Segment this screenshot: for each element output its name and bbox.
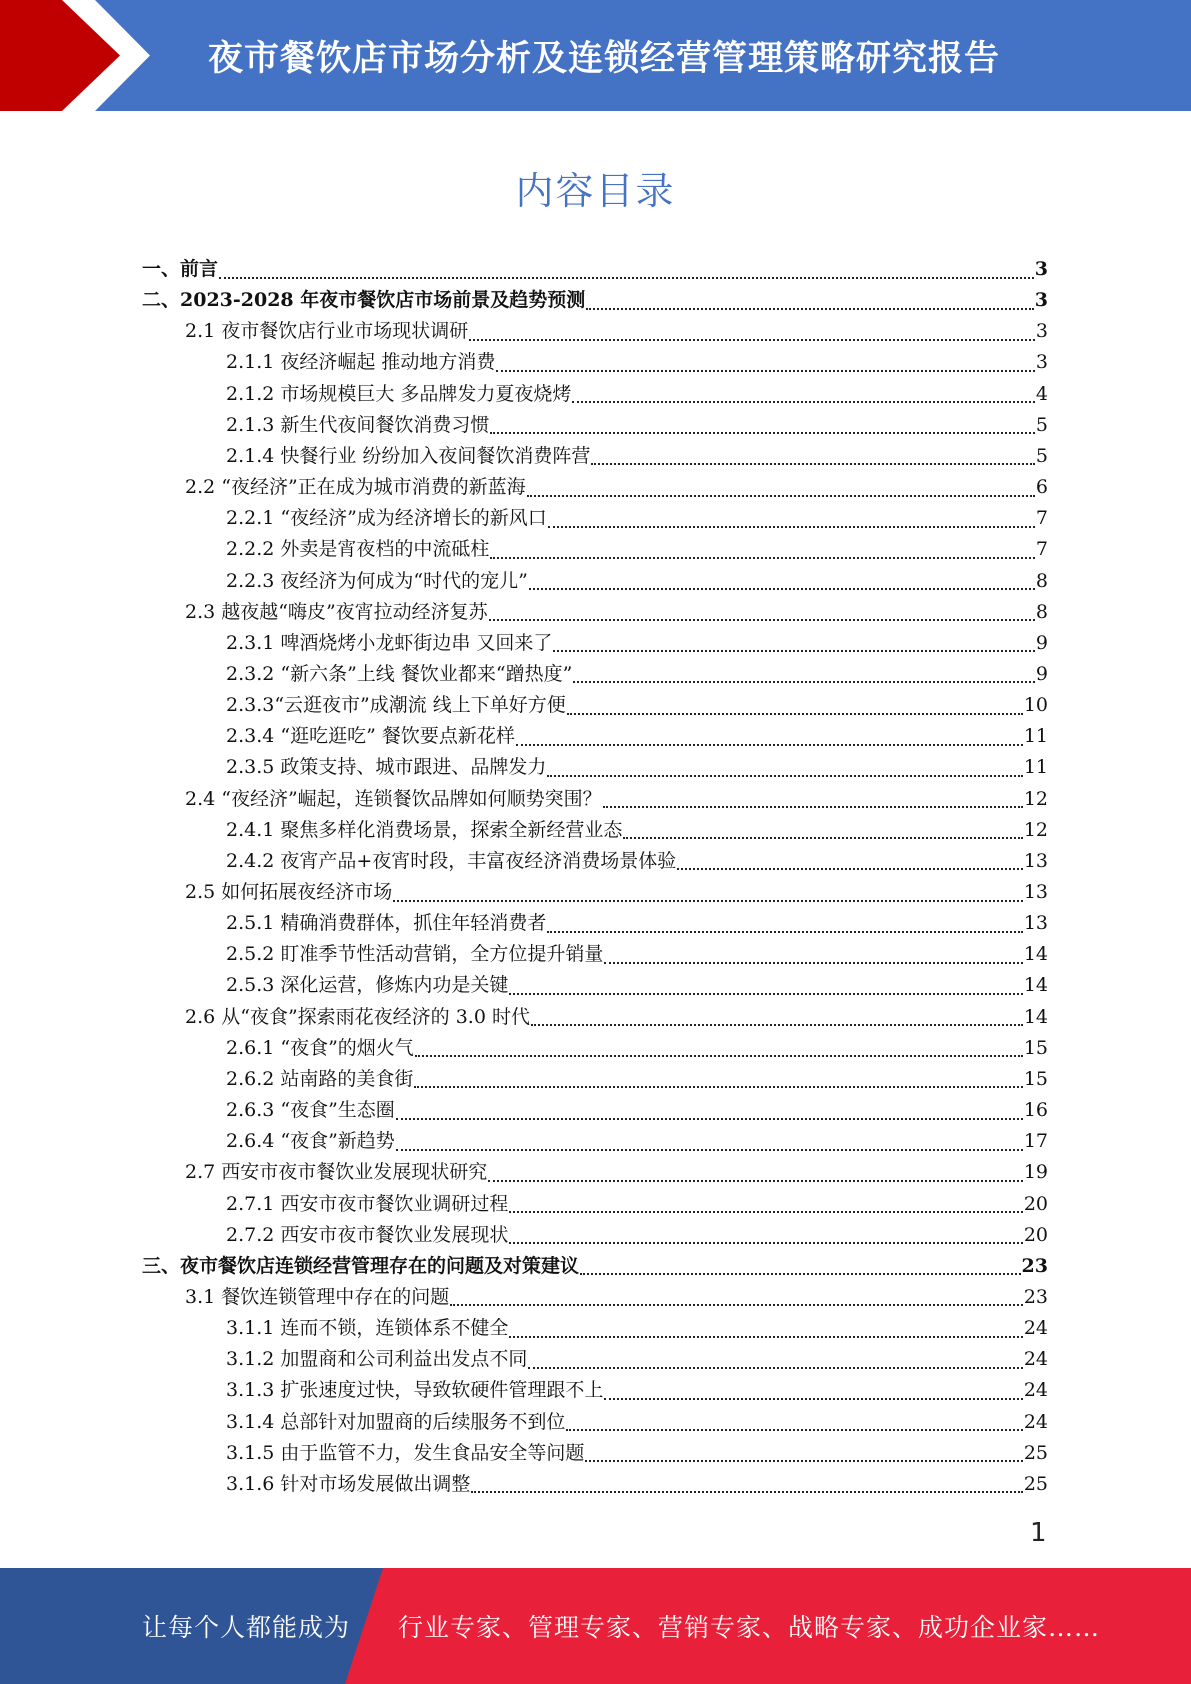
toc-entry-page: 9 bbox=[1035, 631, 1048, 654]
toc-entry[interactable] bbox=[226, 659, 1048, 690]
toc-dot-leader bbox=[396, 1149, 1023, 1151]
toc-entry-page: 8 bbox=[1035, 569, 1048, 592]
toc-entry-page: 16 bbox=[1023, 1099, 1048, 1122]
toc-dot-leader bbox=[527, 495, 1035, 497]
toc-dot-leader bbox=[490, 432, 1035, 434]
toc-entry[interactable] bbox=[226, 815, 1048, 846]
toc-dot-leader bbox=[509, 1242, 1022, 1244]
toc-entry[interactable] bbox=[226, 908, 1048, 939]
toc-entry[interactable] bbox=[226, 1344, 1048, 1375]
toc-entry[interactable] bbox=[226, 752, 1048, 783]
toc-entry[interactable] bbox=[185, 1282, 1048, 1313]
toc-entry[interactable] bbox=[185, 1157, 1048, 1188]
toc-entry[interactable] bbox=[226, 1469, 1048, 1500]
toc-entry-label: 2.2.1 “夜经济”成为经济增长的新风口 bbox=[226, 507, 547, 530]
toc-entry-label: 2.1.2 市场规模巨大 多品牌发力夏夜烧烤 bbox=[226, 382, 572, 405]
toc-entry[interactable] bbox=[185, 316, 1048, 347]
toc-entry-label: 2.6 从“夜食”探索雨花夜经济的 3.0 时代 bbox=[185, 1005, 530, 1028]
toc-entry[interactable] bbox=[226, 1189, 1048, 1220]
toc-entry-page: 8 bbox=[1035, 600, 1048, 623]
toc-entry-label: 2.3 越夜越“嗨皮”夜宵拉动经济复苏 bbox=[185, 600, 488, 623]
red-arrow-logo-icon bbox=[0, 0, 160, 111]
toc-dot-leader bbox=[591, 463, 1034, 465]
toc-dot-leader bbox=[604, 1398, 1022, 1400]
toc-dot-leader bbox=[547, 775, 1022, 777]
toc-entry-label: 2.1.1 夜经济崛起 推动地方消费 bbox=[226, 351, 496, 374]
toc-entry-label: 2.2.3 夜经济为何成为“时代的宠儿” bbox=[226, 569, 528, 592]
toc-entry[interactable] bbox=[185, 597, 1048, 628]
toc-dot-leader bbox=[573, 681, 1035, 683]
toc-dot-leader bbox=[677, 868, 1023, 870]
toc-entry-label: 2.1 夜市餐饮店行业市场现状调研 bbox=[185, 320, 469, 343]
toc-entry-page: 3 bbox=[1035, 351, 1048, 374]
toc-dot-leader bbox=[471, 1491, 1022, 1493]
toc-dot-leader bbox=[603, 806, 1023, 808]
toc-dot-leader bbox=[567, 713, 1023, 715]
toc-entry-label: 2.3.3“云逛夜市”成潮流 线上下单好方便 bbox=[226, 694, 566, 717]
toc-entry-page: 23 bbox=[1021, 1254, 1048, 1277]
toc-dot-leader bbox=[623, 837, 1022, 839]
toc-dot-leader bbox=[489, 619, 1035, 621]
toc-entry[interactable] bbox=[226, 846, 1048, 877]
toc-entry-label: 一、前言 bbox=[142, 258, 219, 280]
toc-entry[interactable] bbox=[226, 939, 1048, 970]
toc-entry-page: 7 bbox=[1035, 507, 1048, 530]
toc-dot-leader bbox=[586, 308, 1034, 310]
toc-entry[interactable] bbox=[142, 254, 1048, 285]
toc-entry-label: 二、2023-2028 年夜市餐饮店市场前景及趋势预测 bbox=[142, 289, 586, 312]
toc-entry-page: 13 bbox=[1023, 881, 1048, 903]
toc-dot-leader bbox=[604, 962, 1022, 964]
toc-entry-label: 2.4.2 夜宵产品+夜宵时段，丰富夜经济消费场景体验 bbox=[226, 849, 677, 872]
toc-entry-label: 2.3.1 啤酒烧烤小龙虾街边串 又回来了 bbox=[226, 631, 553, 654]
toc-entry-page: 11 bbox=[1023, 756, 1048, 779]
page-number: 1 bbox=[1030, 1518, 1047, 1548]
toc-entry[interactable] bbox=[226, 970, 1048, 1001]
toc-entry-label: 2.1.3 新生代夜间餐饮消费习惯 bbox=[226, 413, 490, 436]
toc-entry[interactable] bbox=[185, 1002, 1048, 1033]
toc-entry[interactable] bbox=[226, 503, 1048, 534]
toc-dot-leader bbox=[396, 1118, 1023, 1120]
toc-entry-label: 2.1.4 快餐行业 纷纷加入夜间餐饮消费阵营 bbox=[226, 444, 591, 467]
toc-entry[interactable] bbox=[226, 1220, 1048, 1251]
toc-entry[interactable] bbox=[226, 441, 1048, 472]
footer-slogan-right: 行业专家、管理专家、营销专家、战略专家、成功企业家…… bbox=[398, 1613, 1101, 1642]
toc-entry-label: 3.1.1 连而不锁，连锁体系不健全 bbox=[226, 1317, 509, 1340]
toc-dot-leader bbox=[469, 339, 1035, 341]
toc-entry-page: 19 bbox=[1023, 1161, 1048, 1184]
toc-entry-page: 9 bbox=[1035, 662, 1048, 685]
toc-entry-page: 13 bbox=[1023, 912, 1048, 935]
toc-entry-label: 2.5 如何拓展夜经济市场 bbox=[185, 881, 393, 903]
toc-entry-label: 3.1 餐饮连锁管理中存在的问题 bbox=[185, 1285, 450, 1308]
header-banner bbox=[0, 0, 1191, 111]
toc-entry-label: 2.5.2 盯准季节性活动营销，全方位提升销量 bbox=[226, 943, 604, 966]
toc-dot-leader bbox=[585, 1460, 1022, 1462]
toc-entry[interactable] bbox=[142, 285, 1048, 316]
toc-entry-page: 24 bbox=[1023, 1379, 1048, 1402]
toc-entry-page: 20 bbox=[1023, 1223, 1048, 1246]
toc-entry[interactable] bbox=[226, 628, 1048, 659]
toc-entry[interactable] bbox=[185, 877, 1048, 908]
toc-entry[interactable] bbox=[226, 566, 1048, 597]
toc-dot-leader bbox=[509, 1211, 1022, 1213]
toc-dot-leader bbox=[572, 401, 1034, 403]
toc-dot-leader bbox=[509, 1336, 1022, 1338]
toc-entry[interactable] bbox=[142, 1251, 1048, 1282]
toc-entry-label: 2.5.1 精确消费群体，抓住年轻消费者 bbox=[226, 912, 547, 935]
toc-entry-label: 2.6.4 “夜食”新趋势 bbox=[226, 1130, 395, 1153]
toc-entry-label: 2.2.2 外卖是宵夜档的中流砥柱 bbox=[226, 538, 490, 561]
toc-entry[interactable] bbox=[226, 1438, 1048, 1469]
toc-entry-page: 3 bbox=[1034, 258, 1048, 280]
toc-entry-page: 17 bbox=[1023, 1130, 1048, 1153]
toc-entry-page: 3 bbox=[1035, 320, 1048, 343]
toc-entry[interactable] bbox=[226, 1313, 1048, 1344]
toc-dot-leader bbox=[516, 744, 1023, 746]
toc-heading: 内容目录 bbox=[515, 169, 676, 213]
toc-entry-page: 7 bbox=[1035, 538, 1048, 561]
toc-entry-page: 24 bbox=[1023, 1348, 1048, 1371]
toc-entry-label: 三、夜市餐饮店连锁经营管理存在的问题及对策建议 bbox=[142, 1254, 580, 1277]
toc-entry-page: 12 bbox=[1023, 818, 1048, 841]
toc-entry-page: 10 bbox=[1023, 694, 1048, 717]
toc-entry[interactable] bbox=[226, 721, 1048, 752]
toc-entry-label: 2.3.5 政策支持、城市跟进、品牌发力 bbox=[226, 756, 547, 779]
toc-dot-leader bbox=[529, 588, 1035, 590]
toc-entry[interactable] bbox=[226, 690, 1048, 721]
toc-entry-label: 2.6.3 “夜食”生态圈 bbox=[226, 1099, 395, 1122]
toc-dot-leader bbox=[509, 993, 1022, 995]
toc-entry[interactable] bbox=[226, 1126, 1048, 1157]
toc-entry-label: 2.3.4 “逛吃逛吃” 餐饮要点新花样 bbox=[226, 725, 515, 748]
toc-entry-label: 3.1.6 针对市场发展做出调整 bbox=[226, 1472, 471, 1495]
toc-entry[interactable] bbox=[226, 1375, 1048, 1406]
toc-entry-page: 24 bbox=[1023, 1317, 1048, 1340]
toc-entry-label: 2.6.2 站南路的美食街 bbox=[226, 1067, 414, 1090]
toc-dot-leader bbox=[553, 650, 1034, 652]
toc-entry-page: 14 bbox=[1023, 943, 1048, 966]
toc-entry[interactable] bbox=[226, 347, 1048, 378]
toc-entry-label: 2.4 “夜经济”崛起，连锁餐饮品牌如何顺势突围？ bbox=[185, 787, 602, 810]
toc-dot-leader bbox=[488, 1180, 1023, 1182]
toc-entry-label: 3.1.3 扩张速度过快，导致软硬件管理跟不上 bbox=[226, 1379, 604, 1402]
toc-entry[interactable] bbox=[226, 1407, 1048, 1438]
toc-entry[interactable] bbox=[226, 410, 1048, 441]
toc-entry-label: 2.7.1 西安市夜市餐饮业调研过程 bbox=[226, 1192, 509, 1215]
toc-entry-page: 12 bbox=[1023, 787, 1048, 810]
toc-entry-page: 3 bbox=[1034, 289, 1048, 312]
toc-entry[interactable] bbox=[226, 1064, 1048, 1095]
toc-dot-leader bbox=[528, 1367, 1022, 1369]
toc-entry-label: 3.1.4 总部针对加盟商的后续服务不到位 bbox=[226, 1410, 566, 1433]
toc-entry[interactable] bbox=[226, 1095, 1048, 1126]
toc-dot-leader bbox=[566, 1429, 1022, 1431]
toc-entry[interactable] bbox=[226, 534, 1048, 565]
toc-dot-leader bbox=[548, 526, 1035, 528]
toc-entry-page: 23 bbox=[1023, 1285, 1048, 1308]
toc-entry-page: 11 bbox=[1023, 725, 1048, 748]
toc-dot-leader bbox=[490, 557, 1035, 559]
toc-entry[interactable] bbox=[226, 379, 1048, 410]
toc-dot-leader bbox=[219, 277, 1034, 279]
toc-entry-label: 2.4.1 聚焦多样化消费场景，探索全新经营业态 bbox=[226, 818, 623, 841]
toc-dot-leader bbox=[531, 1024, 1023, 1026]
toc-entry-page: 14 bbox=[1023, 974, 1048, 997]
report-title: 夜市餐饮店市场分析及连锁经营管理策略研究报告 bbox=[208, 38, 1001, 79]
toc-dot-leader bbox=[414, 1086, 1022, 1088]
toc-entry[interactable] bbox=[185, 472, 1048, 503]
toc-entry-label: 2.3.2 “新六条”上线 餐饮业都来“蹭热度” bbox=[226, 662, 573, 685]
toc-entry-page: 13 bbox=[1023, 849, 1048, 872]
toc-entry-page: 25 bbox=[1023, 1472, 1048, 1495]
toc-entry-page: 20 bbox=[1023, 1192, 1048, 1215]
toc-entry-page: 14 bbox=[1023, 1005, 1048, 1028]
toc-entry[interactable] bbox=[226, 1033, 1048, 1064]
toc-entry-label: 2.5.3 深化运营，修炼内功是关键 bbox=[226, 974, 509, 997]
toc-dot-leader bbox=[547, 931, 1022, 933]
toc-dot-leader bbox=[415, 1055, 1023, 1057]
toc-entry-page: 5 bbox=[1035, 413, 1048, 436]
toc-entry-label: 2.7.2 西安市夜市餐饮业发展现状 bbox=[226, 1223, 509, 1246]
toc-entry-label: 3.1.2 加盟商和公司利益出发点不同 bbox=[226, 1348, 528, 1371]
toc-dot-leader bbox=[450, 1304, 1023, 1306]
toc-entry-page: 15 bbox=[1023, 1067, 1048, 1090]
toc-entry-page: 24 bbox=[1023, 1410, 1048, 1433]
footer-slogan-left: 让每个人都能成为 bbox=[142, 1613, 351, 1642]
toc-entry[interactable] bbox=[185, 784, 1048, 815]
toc-entry-page: 25 bbox=[1023, 1441, 1048, 1464]
toc-entry-label: 2.2 “夜经济”正在成为城市消费的新蓝海 bbox=[185, 476, 526, 499]
toc-dot-leader bbox=[580, 1273, 1021, 1275]
toc-entry-page: 5 bbox=[1035, 444, 1048, 467]
toc-entry-label: 3.1.5 由于监管不力，发生食品安全等问题 bbox=[226, 1441, 585, 1464]
toc-entry-label: 2.7 西安市夜市餐饮业发展现状研究 bbox=[185, 1161, 488, 1184]
footer-banner bbox=[0, 1568, 1191, 1684]
toc-entry-page: 15 bbox=[1023, 1036, 1048, 1059]
toc-entry-label: 2.6.1 “夜食”的烟火气 bbox=[226, 1036, 414, 1059]
toc-dot-leader bbox=[496, 370, 1034, 372]
toc-entry-page: 4 bbox=[1035, 382, 1048, 405]
toc-dot-leader bbox=[393, 900, 1023, 902]
toc-entry-page: 6 bbox=[1035, 476, 1048, 499]
